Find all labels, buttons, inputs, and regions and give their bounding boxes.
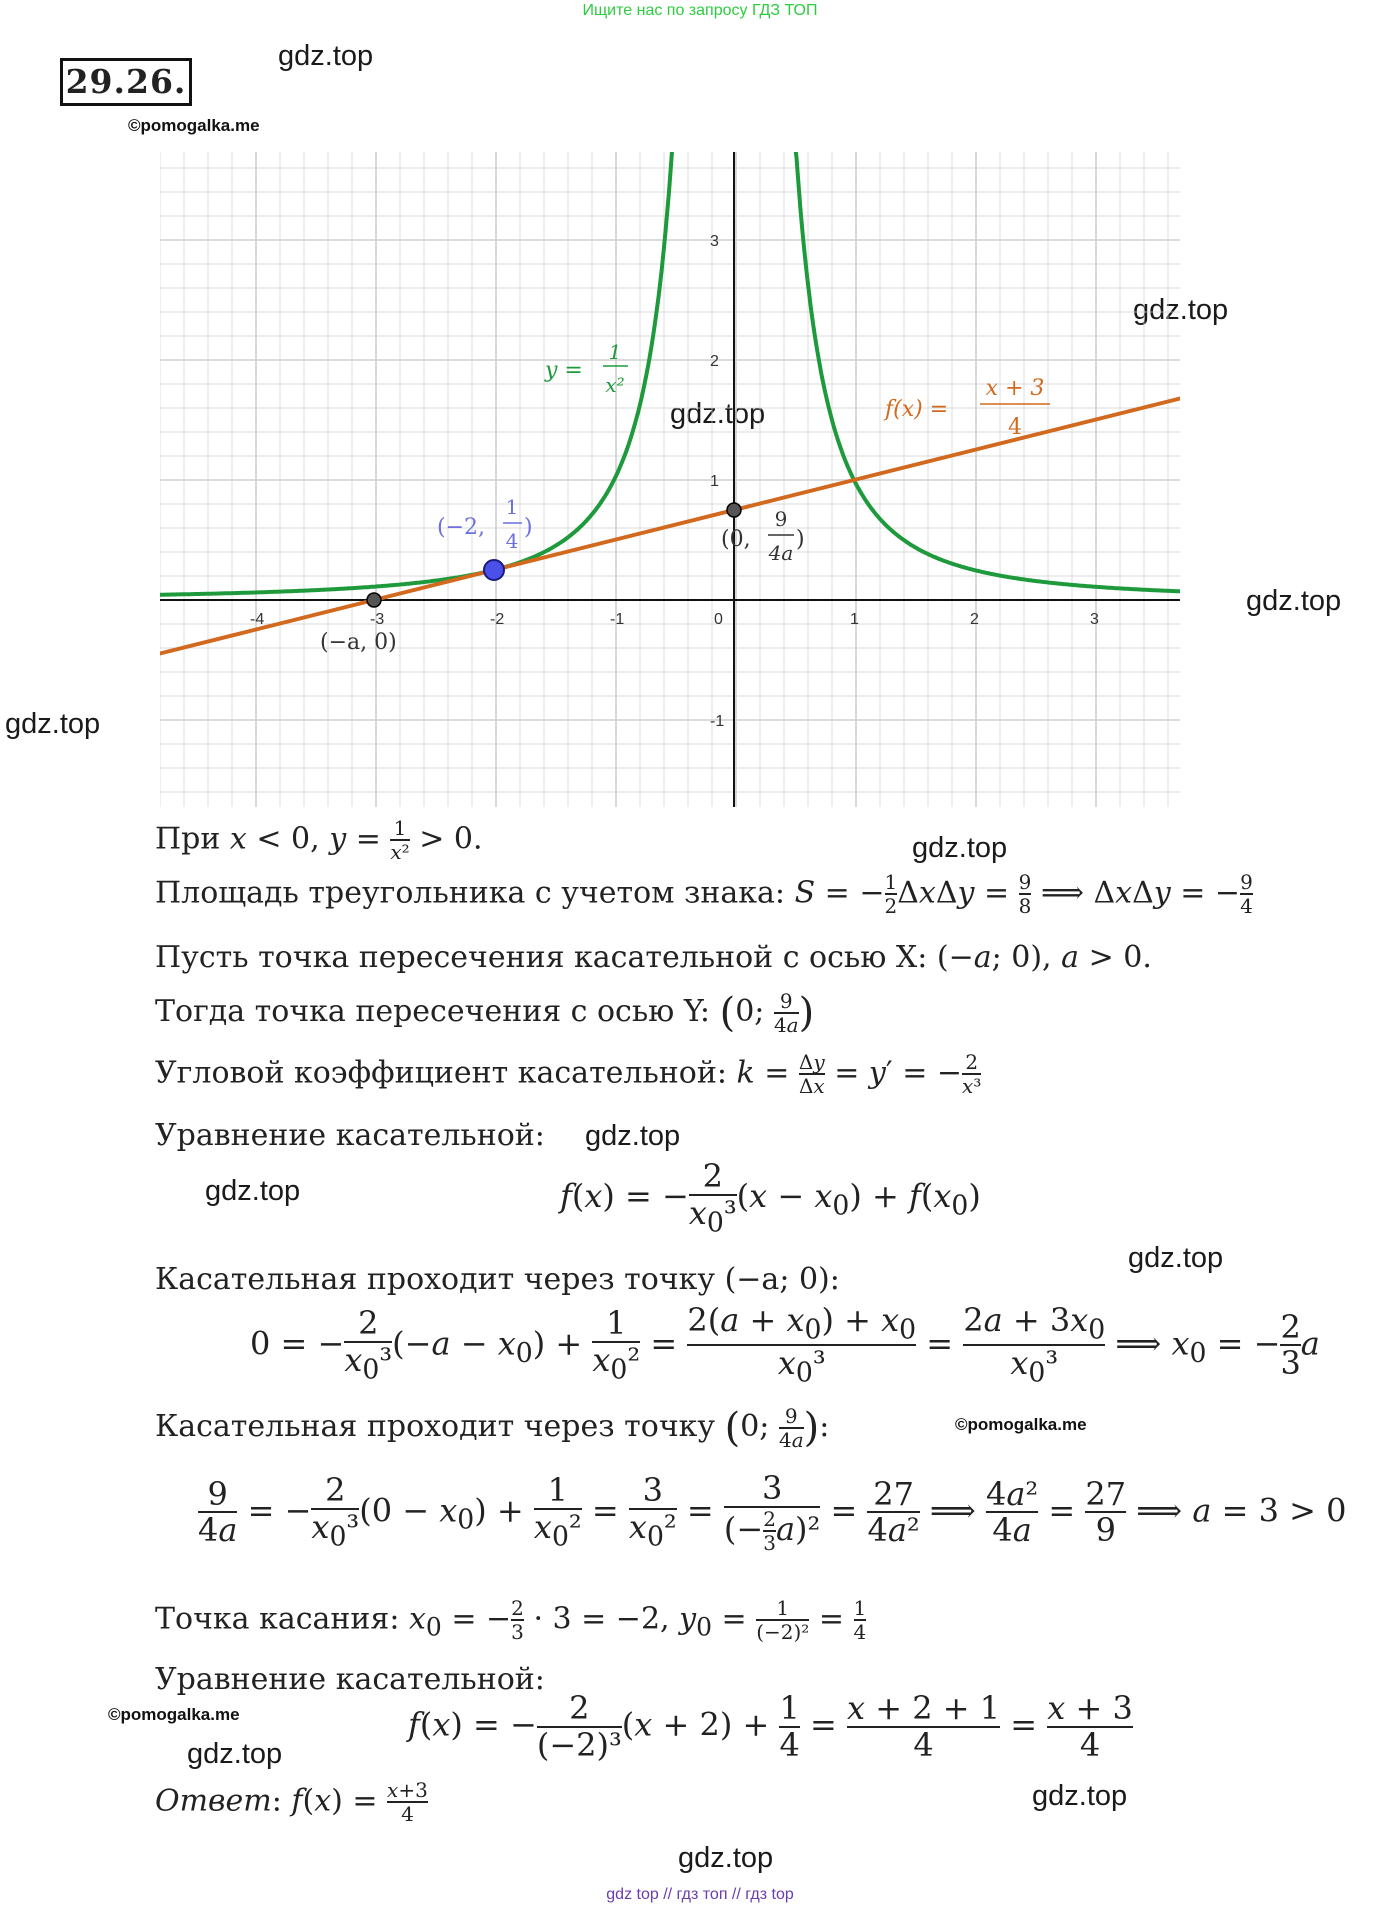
copyright-label: ©pomogalka.me (128, 116, 260, 135)
footer-links: gdz top // гдз топ // гдз top (606, 1886, 794, 1903)
watermark: gdz.top (1128, 1242, 1224, 1274)
x-intercept-label: (−a, 0) (320, 630, 397, 655)
graph-grid (160, 152, 1180, 807)
svg-text:1: 1 (505, 495, 519, 519)
curve-right-branch (794, 152, 1180, 591)
watermark: gdz.top (187, 1738, 283, 1770)
curve-left-branch (160, 152, 674, 595)
problem-number: 29.26. (60, 58, 192, 106)
x-tick-label: -4 (250, 611, 265, 628)
x-tick-label: -2 (490, 611, 505, 628)
equation-through-y-point: $\frac{9}{4a}$ = − $\frac{2}{x_0^3}$ $(0 - x_0)$ + $\frac{1}{x_0^2}$ = $\frac{3}{x_0^2}$ = 3 (− $\frac{2}{3}$ a)² = $\frac{27}{\text{4a²}}$ ⟹ $\frac{\text{4a²}}{4a}$ = $\frac{27}{9}$ ⟹ a = 3 > 0 (198, 1469, 1347, 1555)
x-tick-labels (250, 611, 1099, 628)
watermark: gdz.top (205, 1175, 301, 1207)
text-line-4: Тогда точка пересечения с осью Y: (0; $\frac{9}{4a}$ ) (155, 988, 815, 1037)
text-line-13: Уравнение касательной: (155, 1662, 545, 1697)
svg-text:y =: y = (545, 358, 583, 383)
x-tick-label: 2 (970, 611, 979, 628)
copyright-label: ©pomogalka.me (108, 1705, 240, 1724)
answer-line: Ответ: f(x) = $\frac{x+3}{4}$ (155, 1778, 428, 1826)
svg-text:4: 4 (1008, 415, 1022, 440)
point-tangent (484, 560, 504, 580)
y-tick-label: 3 (710, 233, 719, 250)
top-banner: Ищите нас по запросу ГДЗ ТОП (582, 2, 818, 19)
function-graph (160, 152, 1180, 807)
text-line-1: При x < 0, y = $\frac{1}{\text{x²}}$ > 0. (155, 816, 483, 864)
x-tick-label: 0 (714, 611, 723, 628)
tangent-line (160, 398, 1180, 653)
svg-text:x²: x² (605, 373, 625, 397)
text-line-3: Пусть точка пересечения касательной с осью X: (−a; 0), a > 0. (155, 940, 1152, 975)
watermark: gdz.top (1032, 1780, 1128, 1812)
watermark: gdz.top (5, 708, 101, 740)
svg-text:x + 3: x + 3 (985, 376, 1045, 401)
x-tick-label: 3 (1090, 611, 1099, 628)
svg-text:4a: 4a (768, 541, 794, 565)
text-line-5: Угловой коэффициент касательной: k = $\frac{\Delta y}{\Delta x}$ = y′ = − $\frac{2}{\text{x³}}$ (155, 1050, 982, 1098)
svg-text:4: 4 (505, 529, 519, 553)
equation-tangent-general: f(x) = − $\frac{2}{x_0^3}$ $(x - x_0) + f(x_0)$ (560, 1157, 981, 1238)
svg-text:): ) (796, 527, 805, 552)
y-tick-label: -1 (710, 713, 725, 730)
text-line-12: Точка касания: $x_0$ = − $\frac{2}{3}$ · 3 = −2, $y_0$ = $\frac{1}{\text{(−2)²}}$ = $\frac{1}{4}$ (155, 1596, 867, 1644)
text-line-10: Касательная проходит через точку (0; $\frac{9}{4a}$ ): (155, 1403, 830, 1452)
svg-text:f(x) =: f(x) = (885, 397, 949, 422)
y-tick-label: 1 (710, 473, 719, 490)
watermark: gdz.top (670, 398, 766, 430)
copyright-label: ©pomogalka.me (955, 1415, 1087, 1434)
watermark: gdz.top (1133, 294, 1229, 326)
svg-text:9: 9 (774, 507, 788, 531)
svg-text:(0,: (0, (721, 527, 751, 552)
text-line-6: Уравнение касательной: (155, 1118, 545, 1153)
watermark: gdz.top (912, 832, 1008, 864)
watermark: gdz.top (585, 1120, 681, 1152)
watermark: gdz.top (678, 1842, 774, 1874)
svg-text:(−2,: (−2, (437, 515, 486, 540)
svg-text:): ) (524, 515, 533, 540)
y-tick-label: 2 (710, 353, 719, 370)
x-tick-label: -1 (610, 611, 625, 628)
point-y-intercept (727, 503, 741, 517)
equation-tangent-final: f(x) = − $\frac{2}{\text{(−2)³}}$ (x + 2) + $\frac{1}{4}$ = $\frac{x + 2 + 1}{4}$ = $\frac{x + 3}{4}$ (408, 1689, 1133, 1764)
svg-text:1: 1 (608, 340, 622, 364)
text-line-8: Касательная проходит через точку (−a; 0): (155, 1262, 840, 1297)
watermark: gdz.top (278, 40, 374, 72)
equation-through-x-point: 0 = − $\frac{2}{x_0^3}$ $(-a - x_0)$ + $\frac{1}{x_0^2}$ = $\frac{2(a + x_0) + x_0}{x_0^3}$ = $\frac{2a + 3x_0}{x_0^3}$ ⟹ $x_0$ = − $\frac{2}{3}$ a (250, 1301, 1320, 1389)
point-x-intercept (367, 593, 381, 607)
x-tick-label: -3 (370, 611, 385, 628)
watermark: gdz.top (1246, 585, 1342, 617)
x-tick-label: 1 (850, 611, 859, 628)
text-line-2: Площадь треугольника с учетом знака: S = − $\frac{1}{2}$ ΔxΔy = $\frac{9}{8}$ ⟹ ΔxΔy = − $\frac{9}{4}$ (155, 870, 1253, 918)
